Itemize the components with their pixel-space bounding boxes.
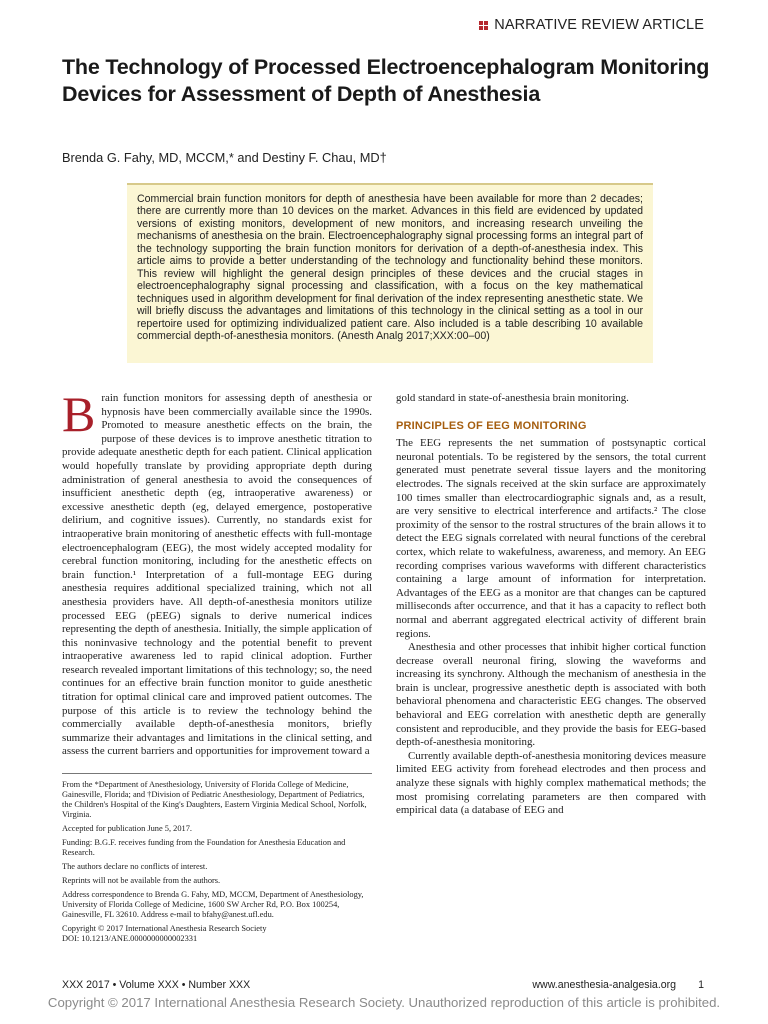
- page-number: 1: [698, 979, 704, 991]
- drop-cap: B: [62, 386, 96, 442]
- article-title: The Technology of Processed Electroencephalogram Monitoring Devices for Assessment of Depth of Anesthesia: [62, 55, 710, 106]
- footer-right: [532, 979, 704, 991]
- footnote: From the *Department of Anesthesiology, University of Florida College of Medicine, Gainesville, Florida; and †Division of Pediatric Anesthesiology, Department of Pediatrics, the Children's Hospital of the King's Daughters, Eastern Virginia Medical School, Norfolk, Virginia.: [62, 780, 367, 819]
- section-heading: PRINCIPLES OF EEG MONITORING: [396, 419, 587, 432]
- abstract-citation: (Anesth Analg 2017;XXX:00–00): [337, 329, 490, 342]
- abstract-text: Commercial brain function monitors for depth of anesthesia have been available for more than 2 decades; there are currently more than 10 devices on the market. Advances in this field are evidenced by updated versions of existing monitors, development of new monitors, and increasing research unveiling the mechanisms of anesthesia on the brain. Electroencephalography signal processing forms an integral part of the technology supporting the brain function monitors for derivation of a depth-of-anesthesia index. This article aims to provide a better understanding of the technology and functionality behind these monitors. This review will highlight the general design principles of these devices and the crucial stages in electroencephalography signal processing and classification, with a focus on the key mathematical techniques used in algorithm development for final derivation of the index representing anesthetic state. We will briefly discuss the advantages and limitations of this technology in the clinical setting as a tool in our repertoire used for optimizing individualized patient care. Also included is a table describing 10 available commercial depth-of-anesthesia monitors.: [137, 193, 643, 342]
- footnote: Funding: B.G.F. receives funding from the Foundation for Anesthesia Education and Research.: [62, 838, 346, 857]
- footnote: The authors declare no conflicts of interest.: [62, 862, 208, 871]
- intro-paragraph: [62, 386, 372, 759]
- journal-website-link[interactable]: www.anesthesia-analgesia.org: [532, 979, 677, 991]
- article-type-label: [479, 17, 704, 33]
- footnote: DOI: 10.1213/ANE.0000000000002331: [62, 934, 198, 943]
- section-paragraph: Currently available depth-of-anesthesia monitoring devices measure limited EEG activity from forehead electrodes and then process and analyze these signals with highly complex mathematical methods; the most promising correlating parameters are then compared with empirical data (a database of EEG and: [396, 749, 706, 817]
- footnote: Address correspondence to Brenda G. Fahy, MD, MCCM, Department of Anesthesiology, University of Florida College of Medicine, 1600 SW Archer Rd, P.O. Box 100254, Gainesville, FL 32610. Address e-mail to bfahy@anest.ufl.edu.: [62, 890, 364, 919]
- red-square-grid-icon: [479, 21, 488, 30]
- intro-paragraph-continued: gold standard in state-of-anesthesia brain monitoring.: [396, 392, 629, 404]
- section-paragraph: Anesthesia and other processes that inhibit higher cortical function decrease overall neuronal firing, slowing the waveforms and increasing its synchrony. Although the mechanism of anesthesia in the brain is unclear, progressive anesthetic depth is associated with both behavioral phenomena and characteristic EEG changes. The observed behavioral and EEG correlation with anesthetic depth are generally consistent and reproducible, and they provide the basis for EEG-based depth-of-anesthesia monitoring.: [396, 641, 706, 749]
- abstract-box: [127, 183, 653, 363]
- author-list: Brenda G. Fahy, MD, MCCM,* and Destiny F. Chau, MD†: [62, 150, 387, 165]
- footnote: Copyright © 2017 International Anesthesia Research Society: [62, 924, 267, 933]
- footnotes: [62, 773, 372, 948]
- section-paragraph: The EEG represents the net summation of postsynaptic cortical neuronal potentials. To be registered by the sensors, the total current generated must penetrate several tissue layers and the monitoring electrodes. The signals received at the skin surface are approximately 100 times smaller than electrocardiographic signals and, as a result, are very sensitive to electrical interference and artifacts.² The close proximity of the sensor to the rostral structures of the brain allows it to detect the EEG signals correlated with neural functions of the cerebral cortex, which relate to wakefulness, awareness, and memory. An EEG recording comprises various waveforms with different characteristics containing a large amount of information for interpretation. Advantages of the EEG as a monitor are that changes can be captured milliseconds after occurrence, and that it has a capacity to reflect both normal and aberrant aggregated electrical activity of different brain regions.: [396, 437, 706, 640]
- article-type-text: NARRATIVE REVIEW ARTICLE: [494, 17, 704, 33]
- intro-text-start: rain function monitors for assessing depth of anesthesia or hypnosis have been commercially available since the 1990s. Promoted to measure anesthetic effects on the brain, the purpose of these devices is to improve anesthetic titration to provide adequate anesthetic depth for each patient. Clinical application would hopefully translate by providing appropriate depth during administration of general anesthesia to avoid the consequences of insufficient anesthetic depth (eg, intraoperative awareness) or excessive anesthetic depth (eg, delayed emergence, postoperative delirium, and cognitive issues). Currently, no standards exist for intraoperative brain monitoring of anesthetic effects with full-montage electroencephalogram (EEG), the most widely accepted modality for cerebral function monitoring, including for the anesthetic effects on brain function.¹ Interpretation of a full-montage EEG during anesthesia requires additional specialized training, which not all anesthesia providers have. All depth-of-anesthesia monitors utilize processed EEG (pEEG) signals to derive numerical indices representing the depth of anesthesia. Initially, the simple application of this noninvasive technology and the potential benefit to prevent intraoperative awareness led to rapid clinical adoption. Further research revealed important limitations of this technology; so, the need continues for an effective brain function monitor to guide anesthetic titration for optimal clinical care and improved patient outcomes. The purpose of this article is to review the technology behind the commercially available depth-of-anesthesia monitors, briefly summarize their advantages and limitations in the clinical setting, and assess the current barriers and opportunities for improvement toward a: [62, 392, 372, 758]
- body-column-left: [62, 386, 372, 772]
- footnote: Reprints will not be available from the authors.: [62, 876, 221, 885]
- footer-issue: XXX 2017 • Volume XXX • Number XXX: [62, 979, 251, 991]
- copyright-banner: Copyright © 2017 International Anesthesia Research Society. Unauthorized reproduction of this article is prohibited.: [47, 995, 721, 1010]
- body-column-right: [396, 392, 706, 962]
- footnote: Accepted for publication June 5, 2017.: [62, 824, 193, 833]
